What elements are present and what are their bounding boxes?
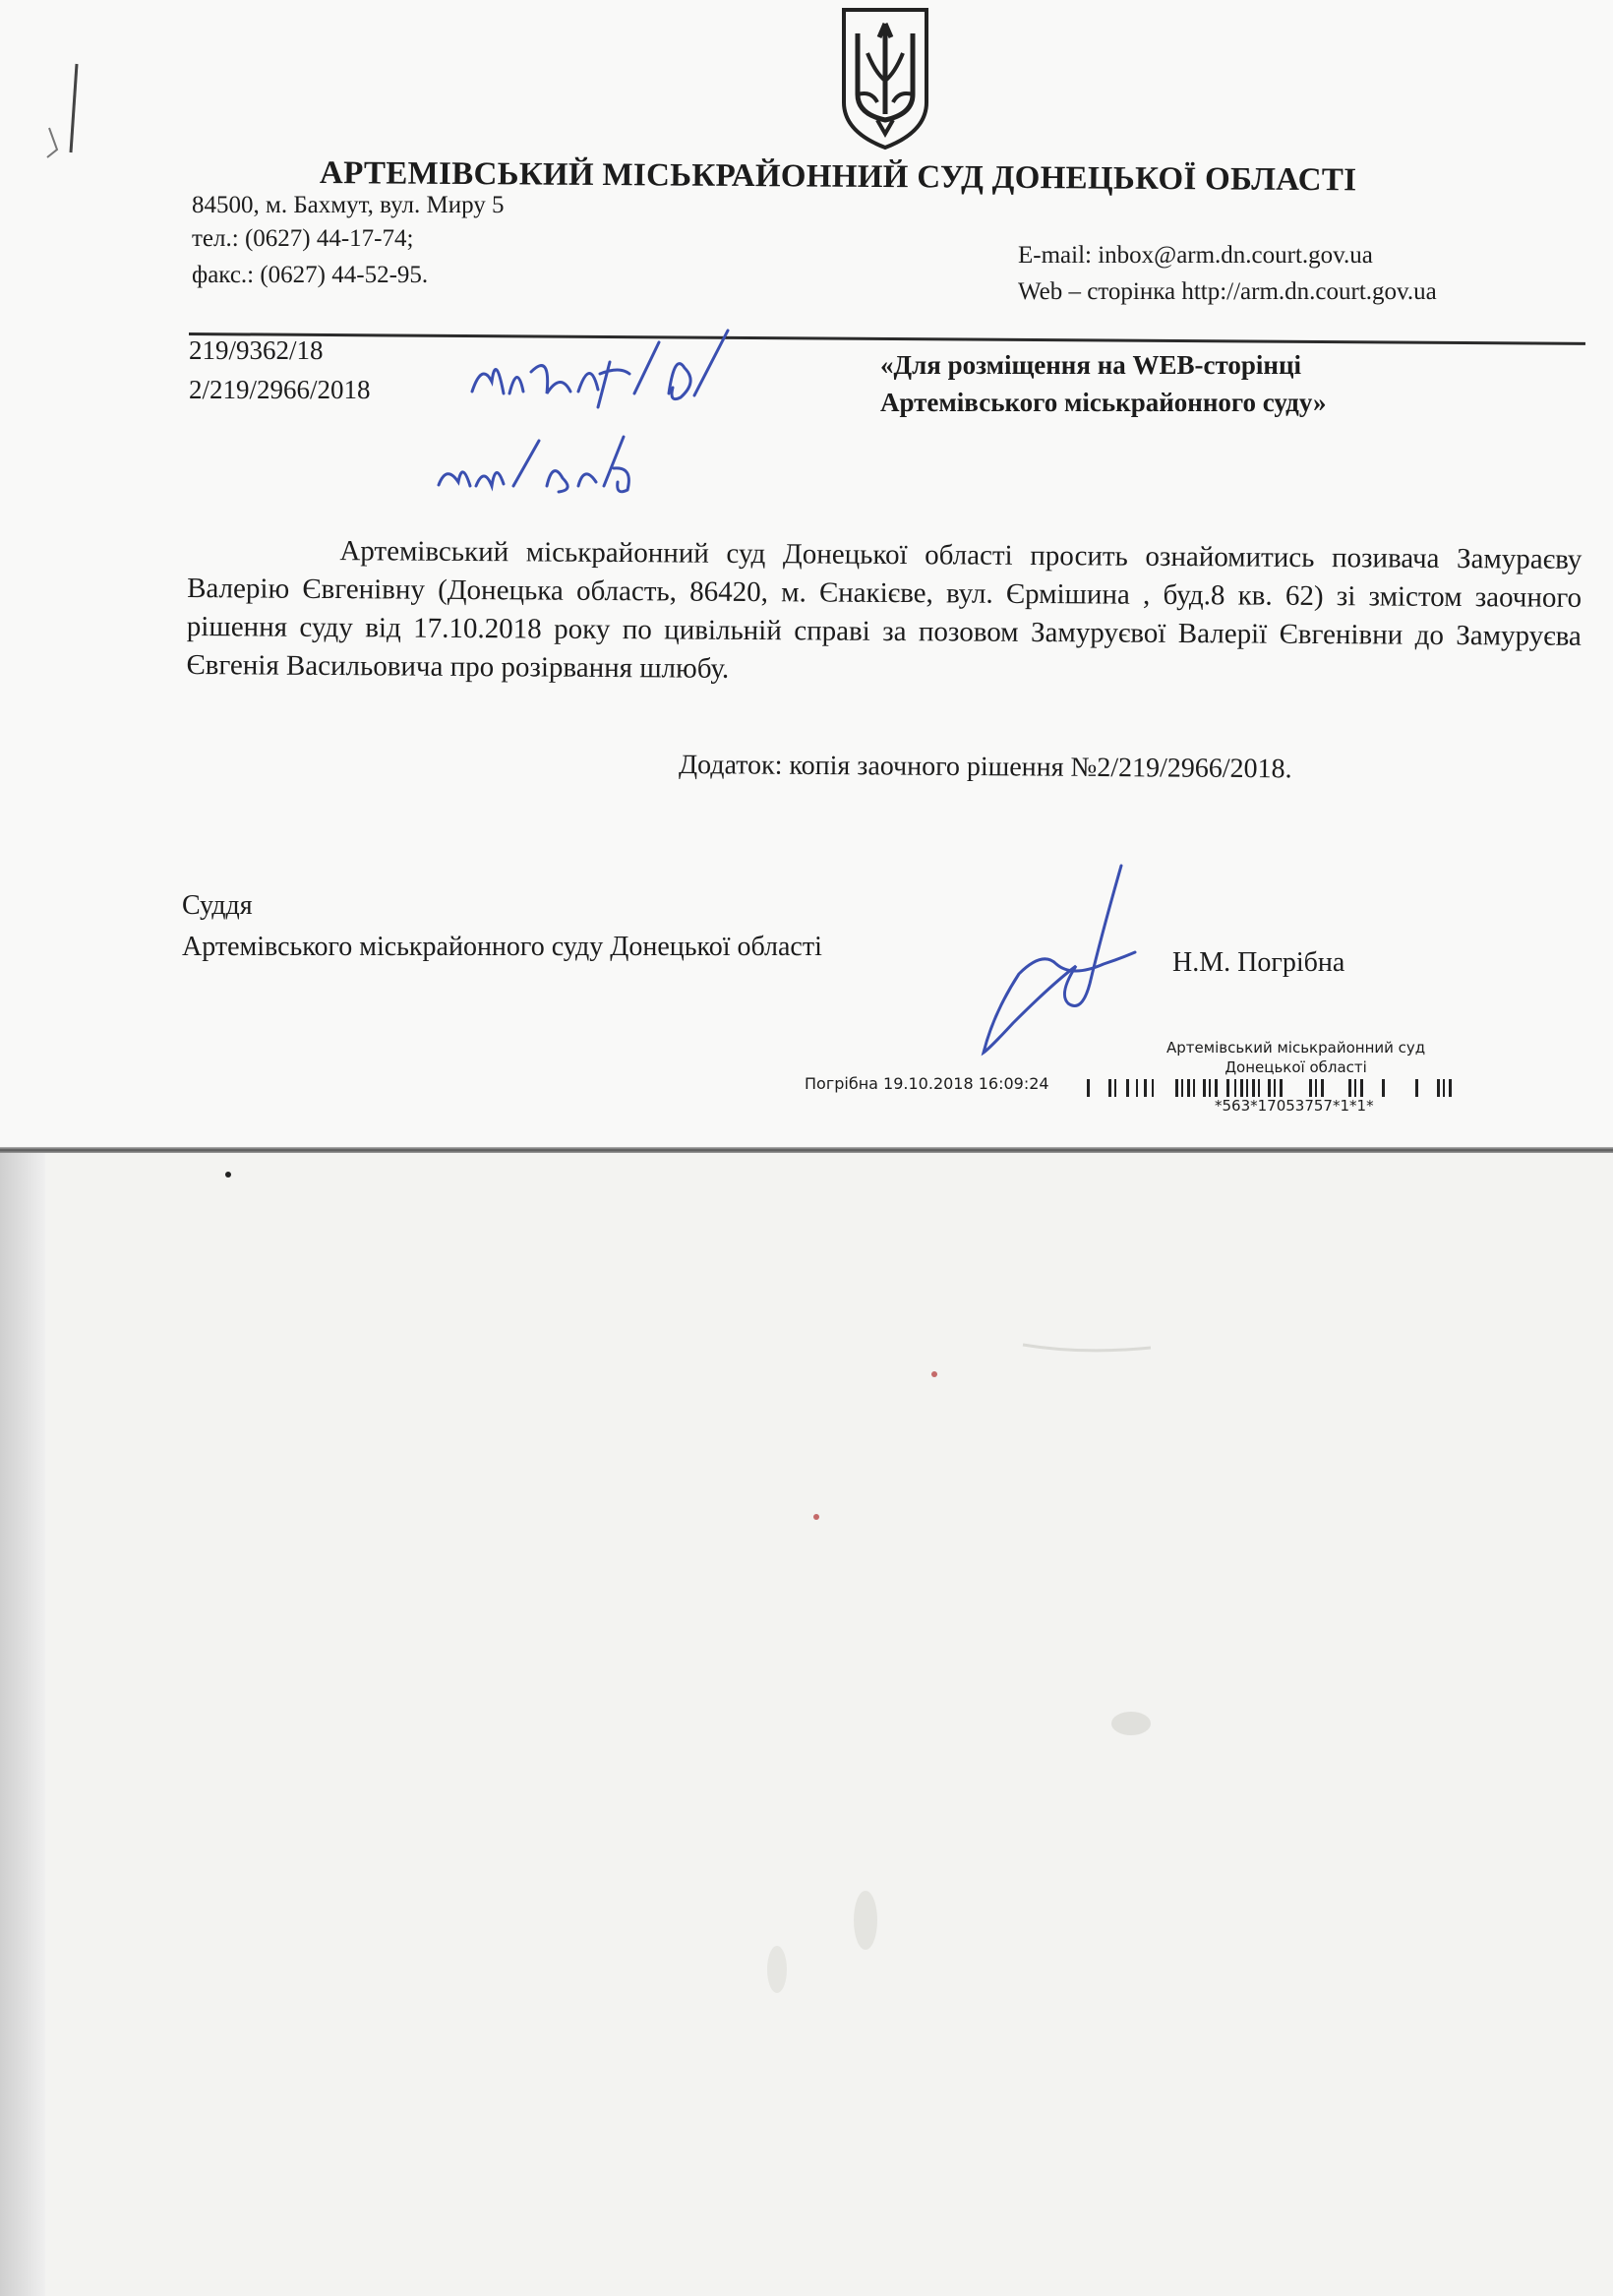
e-signature-stamp (1166, 1038, 1425, 1077)
scan-specks (0, 1153, 1613, 2296)
request-text: Артемівський міськрайонний суд Донецької області просить ознайомитись позивача Замураєву Валерію Євгенівну (Донецька область, 86420, м. Єнакієве, вул. Єрмішина , буд.8 кв. 62) зі змістом заочного рішення суду від 17.10.2018 року по цивільній справі за позовом Замуруєвої Валерії Євгенівни до Замуруєва Євгенія Васильовича про розірвання шлюбу. (186, 535, 1583, 685)
web-note-line1: «Для розміщення на WEB-сторінці (880, 350, 1302, 380)
barcode-icon (1087, 1077, 1544, 1099)
court-web: Web – сторінка http://arm.dn.court.gov.ua (1018, 278, 1437, 305)
handwritten-registration-number (462, 323, 747, 416)
judge-role (182, 885, 822, 968)
coat-of-arms-icon (838, 4, 932, 151)
request-paragraph (186, 531, 1582, 695)
court-address: 84500, м. Бахмут, вул. Миру 5 (192, 192, 505, 218)
court-phone: тел.: (0627) 44-17-74; (192, 225, 414, 252)
judge-name: Н.М. Погрібна (1172, 947, 1345, 978)
court-email: E-mail: inbox@arm.dn.court.gov.ua (1018, 242, 1373, 269)
court-title: АРТЕМІВСЬКИЙ МІСЬКРАЙОННИЙ СУД ДОНЕЦЬКОЇ ОБЛАСТІ (319, 155, 1357, 199)
barcode-number: *563*17053757*1*1* (1215, 1097, 1374, 1115)
handwritten-date (431, 431, 642, 500)
court-fax: факс.: (0627) 44-52-95. (192, 262, 429, 288)
web-note-line2: Артемівського міськрайонного суду» (880, 388, 1327, 417)
judge-signature (974, 856, 1141, 1062)
judge-role-line1: Суддя (182, 890, 253, 921)
case-number-1: 219/9362/18 (189, 335, 324, 365)
judge-role-line2: Артемівського міськрайонного суду Донецької області (182, 932, 822, 962)
web-placement-note (880, 346, 1327, 421)
margin-pencil-mark (39, 59, 98, 162)
stamp-court-line1: Артемівський міськрайонний суд (1166, 1039, 1426, 1057)
stamp-signed-by: Погрібна 19.10.2018 16:09:24 (805, 1074, 1049, 1093)
attachment-line: Додаток: копія заочного рішення №2/219/2966/2018. (678, 750, 1292, 785)
case-number-2: 2/219/2966/2018 (189, 375, 371, 404)
stamp-court-line2: Донецької області (1225, 1058, 1367, 1076)
